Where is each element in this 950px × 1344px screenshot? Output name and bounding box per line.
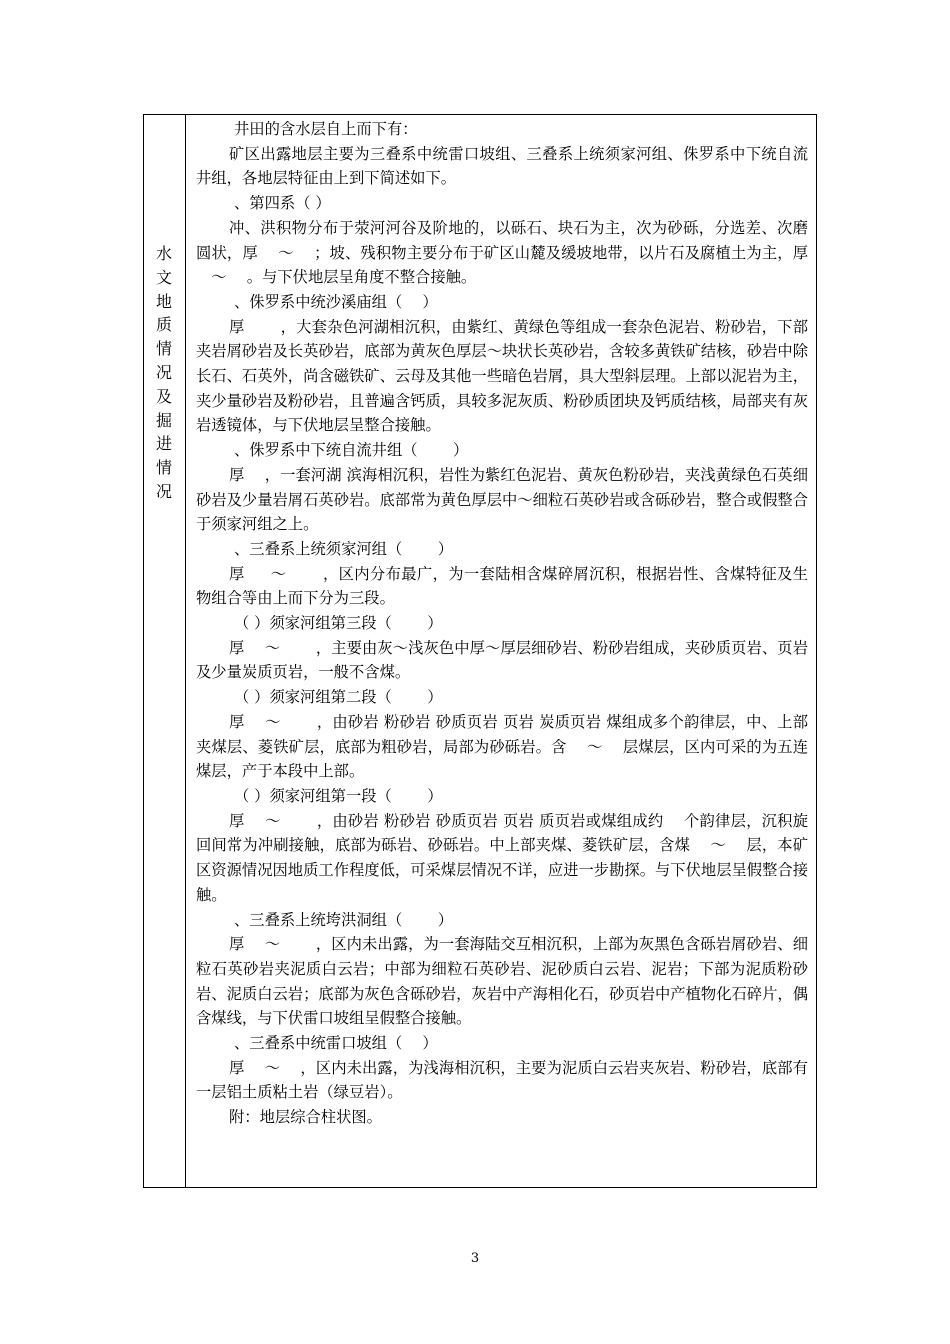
section-heading: （ ）须家河组第二段（ ） [234,688,443,707]
row-label-char: 质 [155,315,172,335]
body-paragraph: 厚 ，一套河湖 滨海相沉积，岩性为紫红色泥岩、黄灰色粉砂岩，夹浅黄绿色石英细砂岩及少量岩屑石英砂岩。底部常为黄色厚层中～细粒石英砂岩或含砾砂岩，整合或假整合于须家河组之上。 [196,465,808,534]
body-paragraph: 厚 ～ ，主要由灰～浅灰色中厚～厚层细砂岩、粉砂岩组成，夹砂质页岩、页岩及少量炭质页岩，一般不含煤。 [196,638,808,682]
page-number: 3 [470,1251,480,1266]
body-paragraph: 冲、洪积物分布于荥河河谷及阶地的，以砾石、块石为主，次为砂砾，分选差、次磨圆状，厚 ～ ；坡、残积物主要分布于矿区山麓及缓坡地带，以片石及腐植土为主，厚 ～ 。与下伏地层呈角度不整合接触。 [196,218,808,287]
section-heading: （ ）须家河组第三段（ ） [234,614,443,633]
row-label-char: 况 [155,362,172,382]
section-heading: 井田的含水层自上而下有： [234,120,418,138]
section-heading: 、三叠系上统须家河组（ ） [234,539,454,558]
row-label-char: 进 [155,434,172,454]
row-label-hydrogeology [143,242,185,504]
body-paragraph: 厚 ～ ，由砂岩 粉砂岩 砂质页岩 页岩 炭质页岩 煤组成多个韵律层，中、上部夹煤层、菱铁矿层，底部为粗砂岩，局部为砂砾岩。含 ～ 层煤层，区内可采的为五连煤层，产于本段中上部。 [196,712,808,781]
column-divider [185,114,186,1188]
section-heading: 、第四系（ ） [234,194,331,213]
body-paragraph: 厚 ～ ，区内未出露，为一套海陆交互相沉积，上部为灰黑色含砾岩屑砂岩、细粒石英砂岩夹泥质白云岩；中部为细粒石英砂岩、泥砂质白云岩、泥岩；下部为泥质粉砂岩、泥质白云岩；底部为灰色含砾砂岩，灰岩中产海相化石，砂页岩中产植物化石碎片，偶含煤线，与下伏雷口坡组呈假整合接触。 [196,935,808,1028]
row-label-char: 情 [155,339,172,359]
section-heading: （ ）须家河组第一段（ ） [234,786,443,805]
body-paragraph: 厚 ～ ，区内分布最广，为一套陆相含煤碎屑沉积，根据岩性、含煤特征及生物组合等由上而下分为三段。 [196,564,808,608]
body-paragraph: 厚 ，大套杂色河湖相沉积，由紫红、黄绿色等组成一套杂色泥岩、粉砂岩，下部夹岩屑砂岩及长英砂岩，底部为黄灰色厚层～块状长英砂岩，含较多黄铁矿结核，砂岩中除长石、石英外，尚含磁铁矿、云母及其他一些暗色岩屑，具大型斜层理。上部以泥岩为主，夹少量砂岩及粉砂岩，且普遍含钙质，具较多泥灰质、粉砂质团块及钙质结核，局部夹有灰岩透镜体，与下伏地层呈整合接触。 [196,317,808,435]
row-label-char: 水 [155,244,172,263]
row-label-char: 情 [155,458,172,478]
body-paragraph: 矿区出露地层主要为三叠系中统雷口坡组、三叠系上统须家河组、侏罗系中下统自流井组，各地层特征由上到下简述如下。 [196,144,808,188]
body-paragraph: 厚 ～ ，由砂岩 粉砂岩 砂质页岩 页岩 质页岩或煤组成约 个韵律层，沉积旋回间常为冲刷接触，底部为砾岩、砂砾岩。中上部夹煤、菱铁矿层，含煤 ～ 层，本矿区资源情况因地质工作程度低，可采煤层情况不详，应进一步勘探。与下伏地层呈假整合接触。 [196,811,808,904]
section-heading: 、侏罗系中下统自流井组（ ） [234,441,469,460]
row-label-char: 况 [155,481,172,501]
geology-description [196,117,808,1130]
body-paragraph: 附：地层综合柱状图。 [229,1108,382,1127]
section-heading: 、三叠系中统雷口坡组（ ） [234,1034,438,1053]
body-paragraph: 厚 ～ ，区内未出露，为浅海相沉积，主要为泥质白云岩夹灰岩、粉砂岩，底部有一层铝土质粘土岩（绿豆岩）。 [196,1058,808,1102]
row-label-char: 文 [155,267,172,287]
section-heading: 、侏罗系中统沙溪庙组（ ） [234,292,438,311]
row-label-char: 地 [155,291,172,311]
row-label-char: 及 [155,386,172,406]
row-label-char: 掘 [155,410,172,430]
section-heading: 、三叠系上统垮洪洞组（ ） [234,910,454,929]
